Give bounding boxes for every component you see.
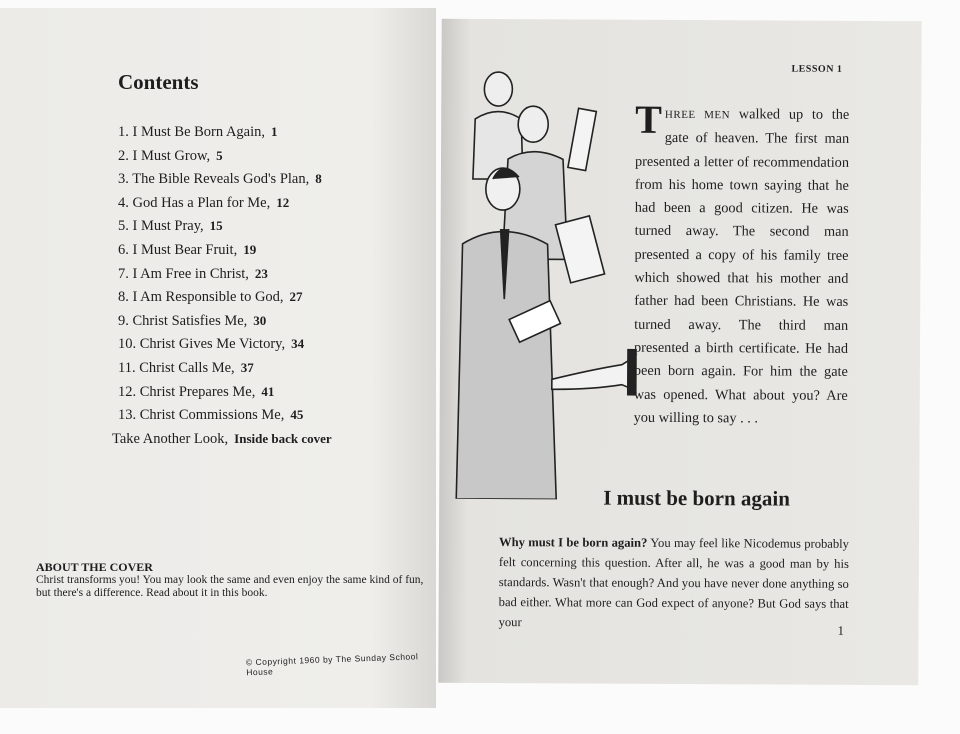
- toc-entry-title: 3. The Bible Reveals God's Plan,: [118, 171, 310, 188]
- toc-entry: [118, 195, 289, 212]
- toc-entry-title: 2. I Must Grow,: [118, 147, 211, 164]
- story-smallcaps: HREE MEN: [664, 108, 731, 122]
- toc-entry-page: 23: [254, 265, 268, 281]
- contents-title: Contents: [118, 70, 199, 94]
- body-lead-question: Why must I be born again?: [498, 535, 648, 550]
- toc-entry-page: 27: [289, 289, 303, 305]
- toc-entry: [118, 266, 268, 283]
- toc-entry: [118, 407, 303, 424]
- toc-entry-page: 19: [243, 242, 257, 257]
- right-page-lesson-1: [438, 19, 921, 686]
- toc-entry-page: 15: [209, 218, 223, 234]
- toc-entry-page: 5: [216, 147, 223, 163]
- toc-entry: [118, 384, 274, 401]
- toc-entry: [118, 171, 322, 188]
- lesson-heading: I must be born again: [603, 485, 790, 511]
- toc-entry: [118, 218, 223, 235]
- toc-entry: [118, 148, 223, 165]
- about-heading: ABOUT THE COVER: [36, 560, 153, 574]
- about-the-cover: [36, 561, 436, 600]
- toc-entry-title: 4. God Has a Plan for Me,: [118, 194, 271, 211]
- left-page-contents: [0, 8, 436, 708]
- drop-cap: T: [635, 96, 663, 142]
- toc-entry: [118, 124, 278, 141]
- toc-entry-page: 12: [276, 194, 290, 210]
- toc-entry-title: 13. Christ Commissions Me,: [118, 407, 285, 424]
- toc-entry-page: 37: [240, 360, 254, 375]
- toc-entry-title: 8. I Am Responsible to God,: [118, 289, 284, 306]
- toc-entry: [118, 242, 256, 259]
- toc-entry: [118, 313, 266, 330]
- lesson-body: [499, 532, 850, 634]
- toc-entry-page: 45: [290, 407, 304, 423]
- toc-entry-title: 12. Christ Prepares Me,: [118, 383, 256, 400]
- toc-entry-page: 41: [261, 383, 275, 399]
- story-text: walked up to the gate of heaven. The first man presented a letter of recommendation from his home town saying that he had been a good citizen. He was turned away. The second man presented a copy of his family tree which showed that his mother and father had been Christians. He was turned away. The third man presented a birth certificate. He had been born again. For him the gate was opened. What about you? Are you willing to say . . .: [633, 106, 850, 427]
- toc-entry: [118, 336, 304, 353]
- copyright-notice: © Copyright 1960 by The Sunday School House: [245, 651, 419, 678]
- lesson-intro-story: [633, 96, 850, 431]
- toc-entry-page: 34: [291, 336, 305, 352]
- toc-entry-page: 8: [315, 171, 322, 187]
- about-text: Christ transforms you! You may look the same and even enjoy the same kind of fun, but there's a difference. Read about it in this book.: [36, 574, 424, 599]
- toc-entry-title: Take Another Look,: [112, 430, 229, 447]
- toc-entry-title: 1. I Must Be Born Again,: [118, 124, 266, 140]
- toc-entry-page: 1: [271, 124, 278, 139]
- toc-entry-title: 6. I Must Bear Fruit,: [118, 242, 238, 258]
- toc-entry: [118, 360, 254, 377]
- lesson-label: LESSON 1: [791, 63, 843, 75]
- page-number: 1: [837, 622, 845, 638]
- toc-entry-page: Inside back cover: [234, 430, 332, 446]
- toc-entry: [118, 289, 303, 306]
- toc-entry-title: 5. I Must Pray,: [118, 218, 204, 235]
- toc-entry-title: 11. Christ Calls Me,: [118, 360, 235, 376]
- toc-entry-page: 30: [253, 312, 267, 328]
- toc-entry-title: 7. I Am Free in Christ,: [118, 265, 249, 282]
- toc-entry-title: 9. Christ Satisfies Me,: [118, 312, 248, 329]
- body-text: You may feel like Nicodemus probably felt concerning this question. After all, he was a good man by his standards. Wasn't that enough? And you have never done anything so bad either. What more can God expect of anyone? But God says that your: [498, 535, 850, 630]
- toc-entry-title: 10. Christ Gives Me Victory,: [118, 336, 286, 353]
- three-men-illustration: [451, 59, 643, 500]
- toc-entry: [112, 431, 332, 448]
